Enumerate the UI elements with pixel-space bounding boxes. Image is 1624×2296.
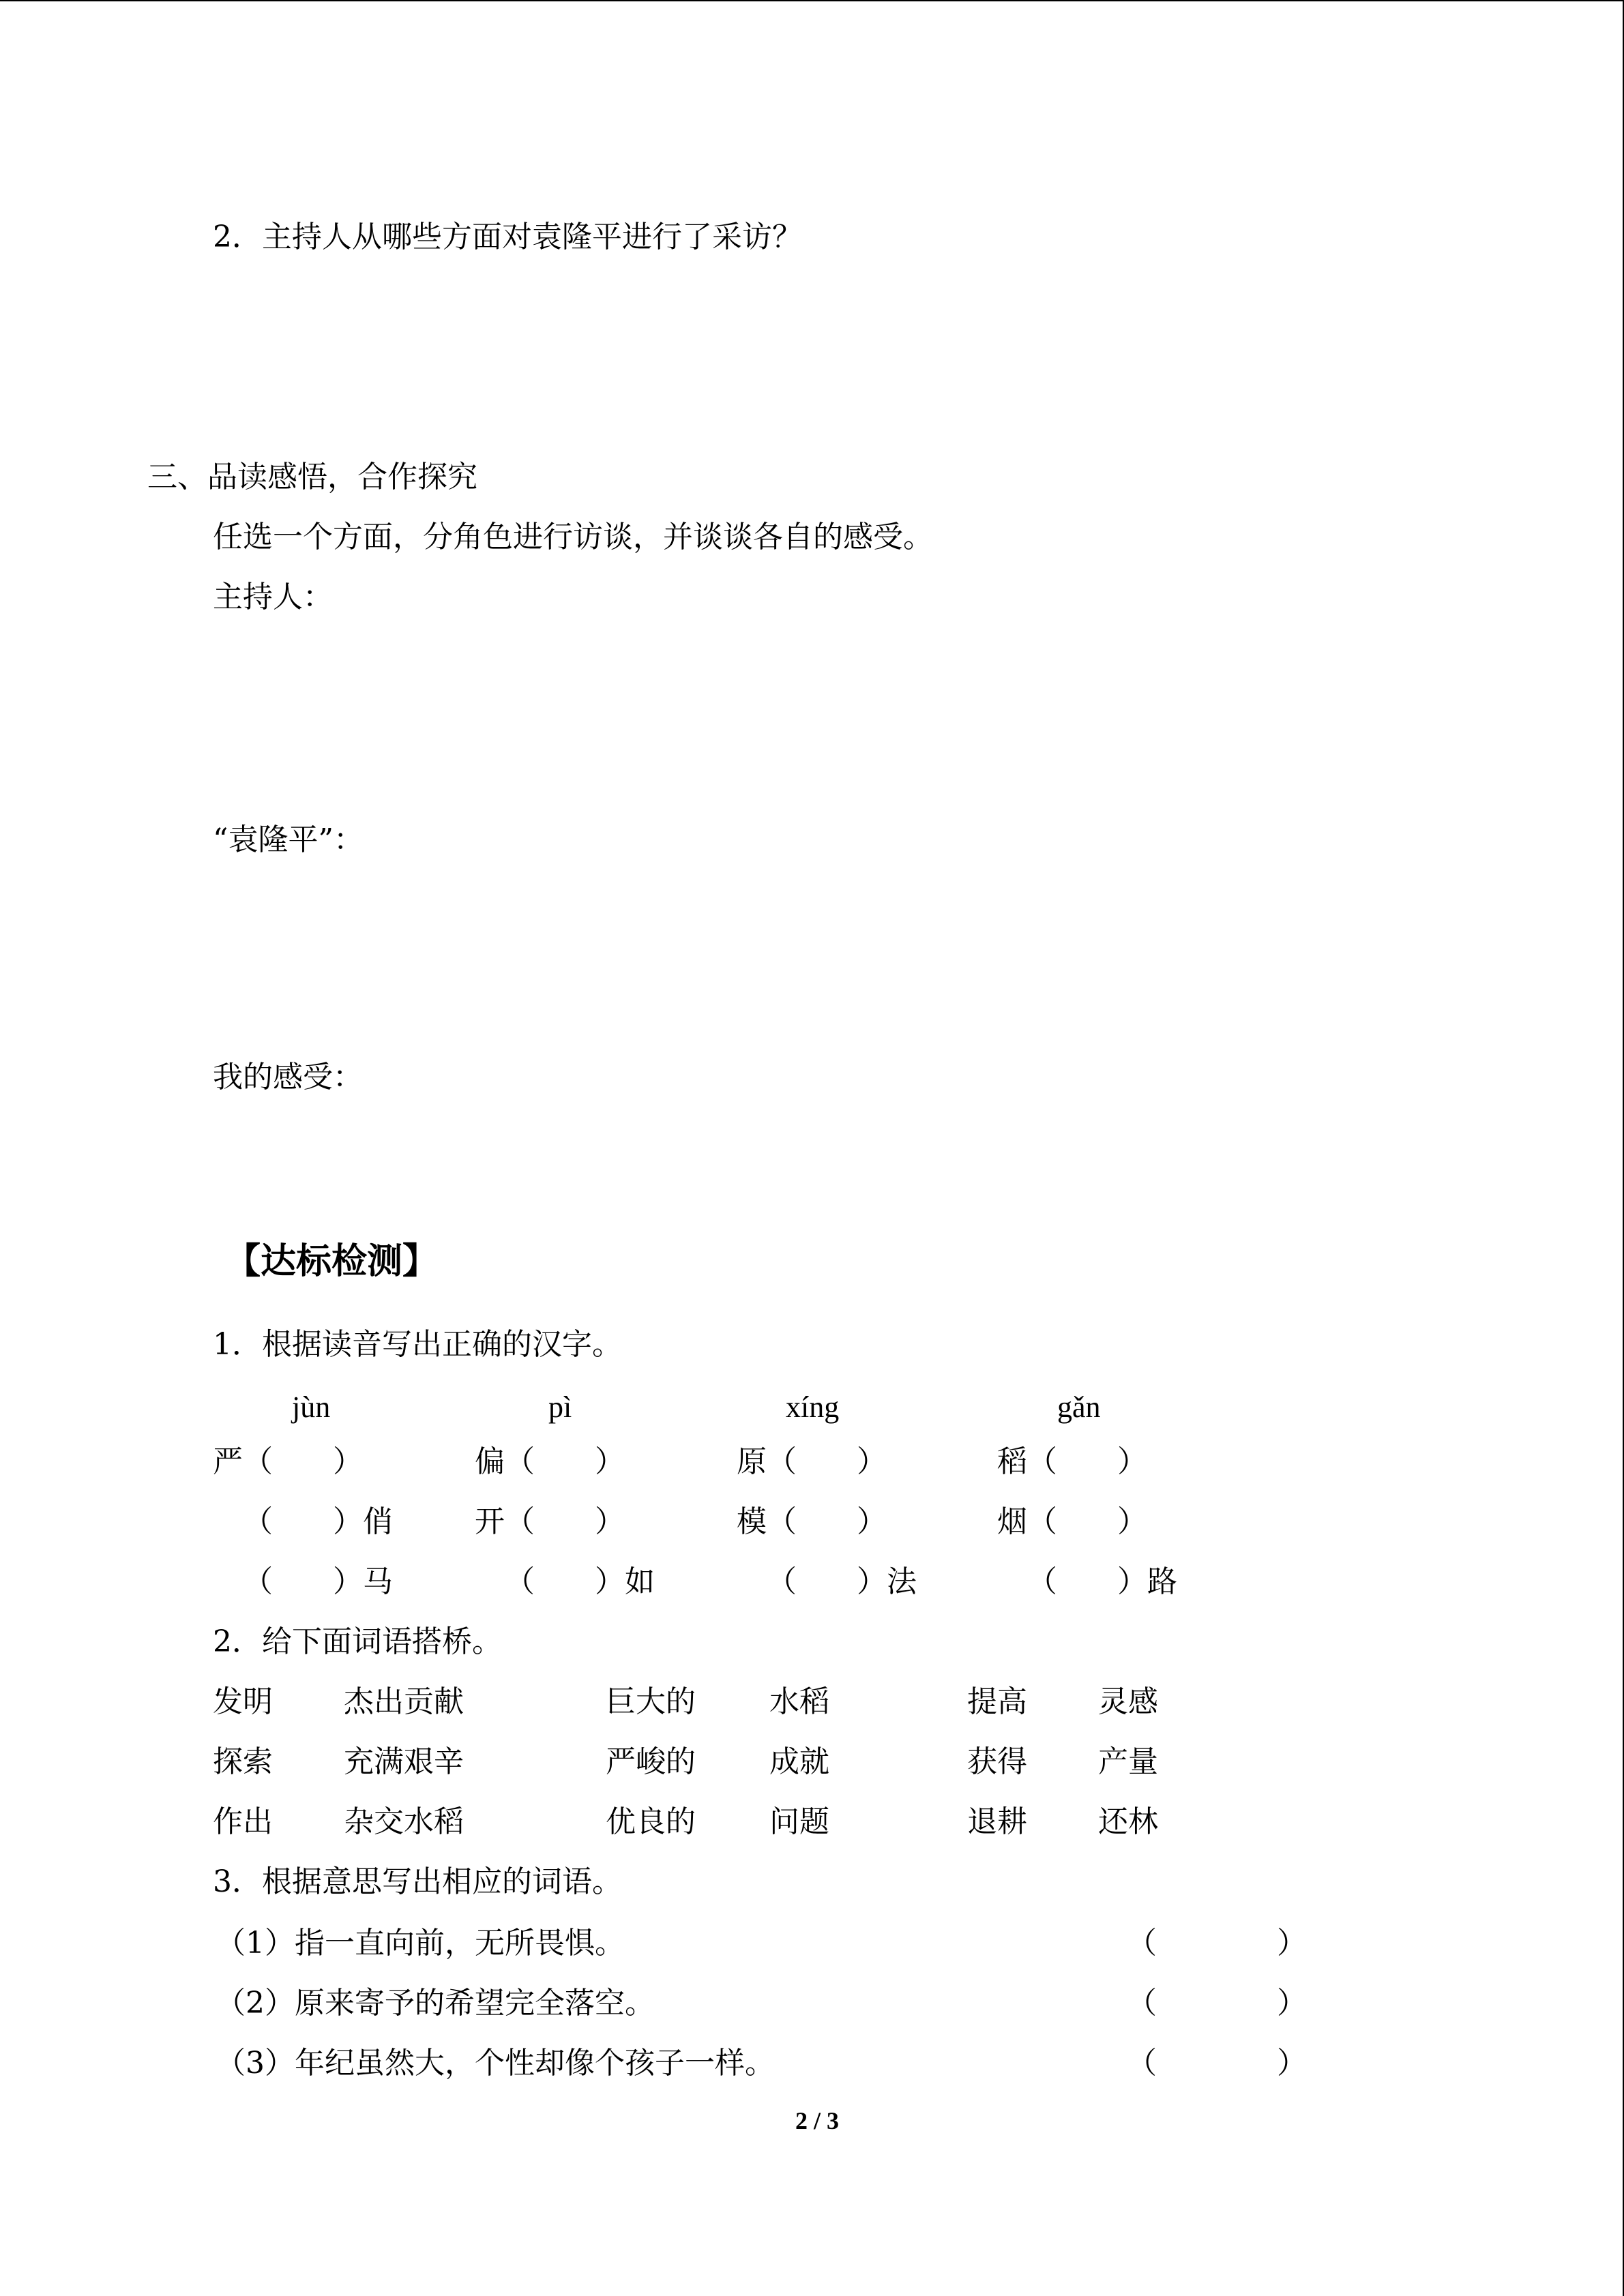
answer-blank: （ ） [1127,1926,1307,1960]
word-item: 水稻 [769,1684,829,1719]
answer-blank: （ ） [1127,2046,1307,2081]
word-item: 杰出贡献 [344,1684,464,1719]
word-item: 产量 [1098,1744,1158,1779]
word-item: 退耕 [967,1804,1027,1839]
yuan-longping-label: “袁隆平”： [213,822,364,857]
word-item: 杂交水稻 [344,1804,464,1839]
char-blank: （ ）法 [767,1564,917,1599]
word-item: 还林 [1098,1804,1158,1839]
char-blank: 开（ ） [475,1504,625,1539]
char-blank: 严（ ） [213,1444,363,1479]
word-item: 严峻的 [606,1744,696,1779]
pinyin-3: xíng [786,1390,840,1424]
pinyin-2: pì [548,1390,572,1424]
host-label: 主持人： [213,580,333,614]
word-item: 作出 [213,1804,273,1839]
section-3-instruction: 任选一个方面，分角色进行访谈，并谈谈各自的感受。 [213,520,933,554]
word-item: 发明 [213,1684,273,1719]
char-blank: 原（ ） [737,1444,887,1479]
my-feeling-label: 我的感受： [213,1060,363,1094]
question-2-label: 2．主持人从哪些方面对袁隆平进行了采访？ [213,220,802,254]
page-number: 2 / 3 [795,2107,840,2134]
definition-item: （3）年纪虽然大，个性却像个孩子一样。 [216,2046,775,2081]
test-q1-label: 1．根据读音写出正确的汉字。 [213,1327,622,1362]
test-heading: 【达标检测】 [225,1241,439,1282]
pinyin-4: gǎn [1057,1390,1101,1424]
word-item: 获得 [967,1744,1027,1779]
word-item: 提高 [967,1684,1027,1719]
char-blank: 烟（ ） [997,1504,1147,1539]
char-blank: （ ）如 [505,1564,655,1599]
word-item: 问题 [769,1804,829,1839]
test-q2-label: 2．给下面词语搭桥。 [213,1624,502,1659]
char-blank: 模（ ） [737,1504,887,1539]
char-blank: 稻（ ） [997,1444,1147,1479]
definition-item: （2）原来寄予的希望完全落空。 [216,1986,655,2021]
section-3-heading: 三、品读感悟，合作探究 [147,460,477,494]
char-blank: （ ）马 [243,1564,393,1599]
pinyin-1: jùn [292,1390,331,1424]
word-item: 充满艰辛 [344,1744,464,1779]
word-item: 成就 [769,1744,829,1779]
definition-item: （1）指一直向前，无所畏惧。 [216,1926,625,1960]
answer-blank: （ ） [1127,1986,1307,2021]
word-item: 优良的 [606,1804,696,1839]
char-blank: （ ）路 [1027,1564,1177,1599]
word-item: 巨大的 [606,1684,696,1719]
char-blank: 偏（ ） [475,1444,625,1479]
word-item: 探索 [213,1744,273,1779]
char-blank: （ ）俏 [243,1504,393,1539]
word-item: 灵感 [1098,1684,1158,1719]
test-q3-label: 3．根据意思写出相应的词语。 [213,1864,622,1899]
